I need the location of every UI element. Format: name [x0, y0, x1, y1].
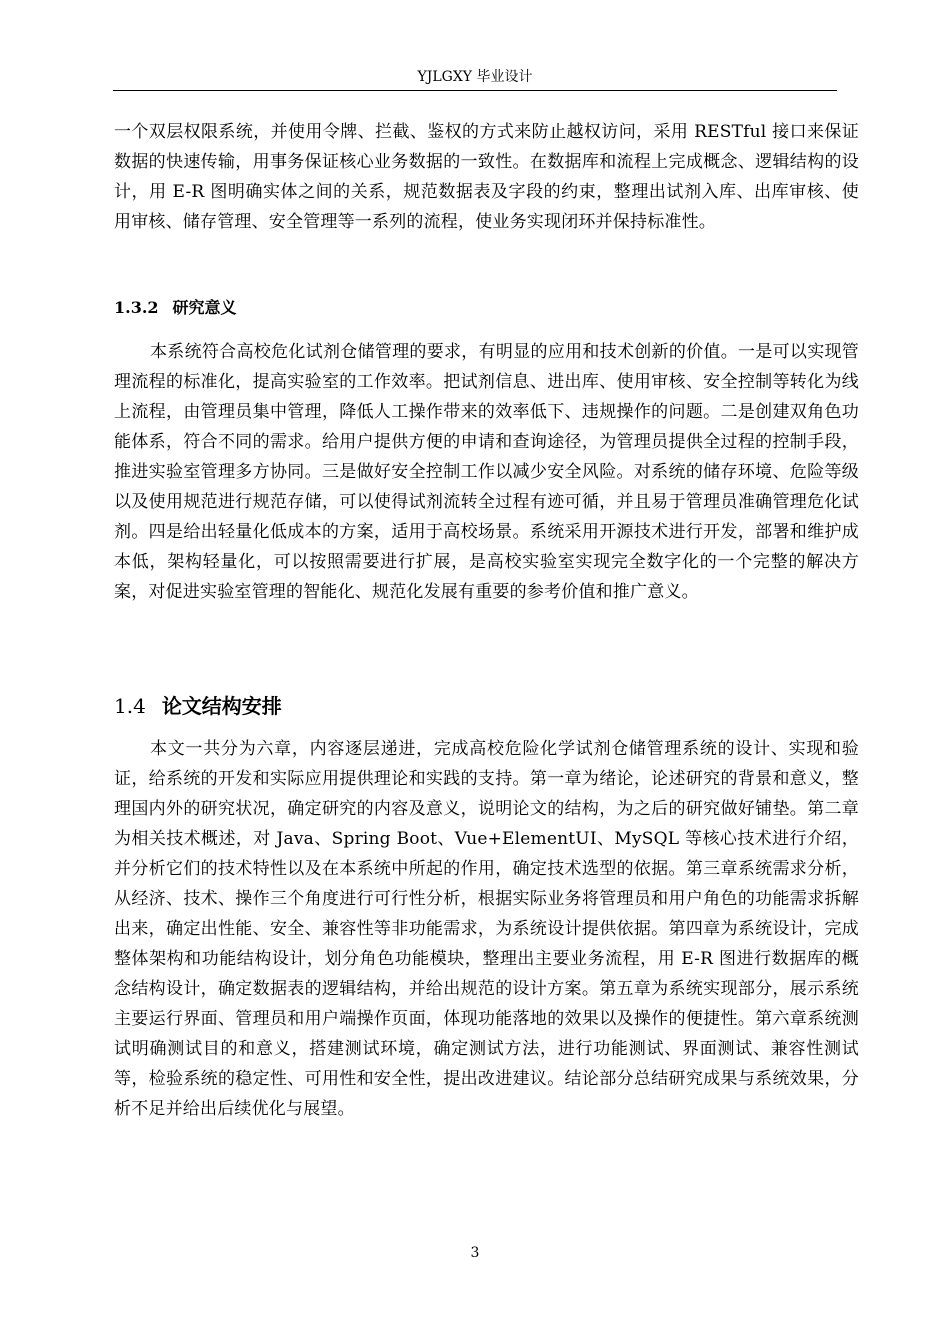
section-number: 1.4 [114, 694, 146, 718]
section-number: 1.3.2 [114, 298, 159, 317]
section-heading-1-3-2 [114, 297, 237, 319]
paragraph-research-significance: 本系统符合高校危化试剂仓储管理的要求，有明显的应用和技术创新的价值。一是可以实现管理流程的标准化，提高实验室的工作效率。把试剂信息、进出库、使用审核、安全控制等转化为线上流程，由管理员集中管理，降低人工操作带来的效率低下、违规操作的问题。二是创建双角色功能体系，符合不同的需求。给用户提供方便的申请和查询途径，为管理员提供全过程的控制手段，推进实验室管理多方协同。三是做好安全控制工作以减少安全风险。对系统的储存环境、危险等级以及使用规范进行规范存储，可以使得试剂流转全过程有迹可循，并且易于管理员准确管理危化试剂。四是给出轻量化低成本的方案，适用于高校场景。系统采用开源技术进行开发，部署和维护成本低，架构轻量化，可以按照需要进行扩展，是高校实验室实现完全数字化的一个完整的解决方案，对促进实验室管理的智能化、规范化发展有重要的参考价值和推广意义。 [114, 342, 859, 602]
header-divider [113, 90, 837, 91]
section-title: 论文结构安排 [161, 694, 282, 718]
section-heading-1-4 [114, 693, 282, 719]
section-title: 研究意义 [172, 298, 237, 317]
paragraph-continued: 一个双层权限系统，并使用令牌、拦截、鉴权的方式来防止越权访问，采用 RESTful 接口来保证数据的快速传输，用事务保证核心业务数据的一致性。在数据库和流程上完成概念、逻辑结构的设计，用 E-R 图明确实体之间的关系，规范数据表及字段的约束，整理出试剂入库、出库审核、使用审核、储存管理、安全管理等一系列的流程，使业务实现闭环并保持标准性。 [114, 122, 859, 232]
paragraph-thesis-structure: 本文一共分为六章，内容逐层递进，完成高校危险化学试剂仓储管理系统的设计、实现和验证，给系统的开发和实际应用提供理论和实践的支持。第一章为绪论，论述研究的背景和意义，整理国内外的研究状况，确定研究的内容及意义，说明论文的结构，为之后的研究做好铺垫。第二章为相关技术概述，对 Java、Spring Boot、Vue+ElementUI、MySQL 等核心技术进行介绍，并分析它们的技术特性以及在本系统中所起的作用，确定技术选型的依据。第三章系统需求分析，从经济、技术、操作三个角度进行可行性分析，根据实际业务将管理员和用户角色的功能需求拆解出来，确定出性能、安全、兼容性等非功能需求，为系统设计提供依据。第四章为系统设计，完成整体架构和功能结构设计，划分角色功能模块，整理出主要业务流程，用 E-R 图进行数据库的概念结构设计，确定数据表的逻辑结构，并给出规范的设计方案。第五章为系统实现部分，展示系统主要运行界面、管理员和用户端操作页面，体现功能落地的效果以及操作的便捷性。第六章系统测试明确测试目的和意义，搭建测试环境，确定测试方法，进行功能测试、界面测试、兼容性测试等，检验系统的稳定性、可用性和安全性，提出改进建议。结论部分总结研究成果与系统效果，分析不足并给出后续优化与展望。 [114, 739, 859, 1119]
header-title: YJLGXY 毕业设计 [417, 69, 533, 85]
page-number: 3 [470, 1245, 480, 1261]
